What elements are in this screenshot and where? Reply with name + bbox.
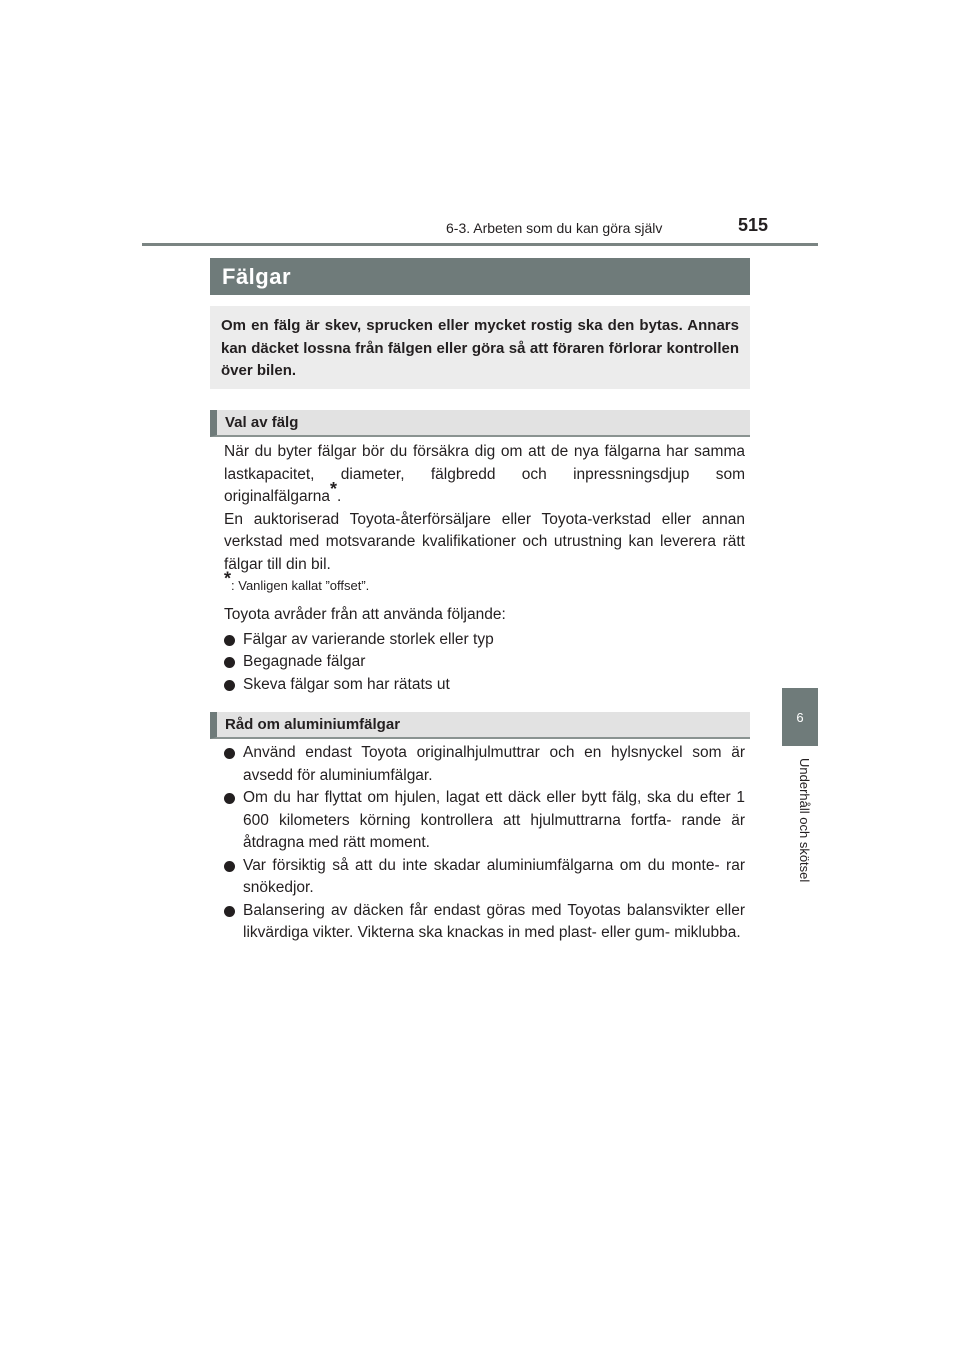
avoid-list <box>224 629 745 697</box>
list-item: Begagnade fälgar <box>224 651 745 674</box>
section-heading-wheel-choice: Val av fälg <box>210 410 750 437</box>
advice-block <box>224 604 745 696</box>
running-header-section: 6-3. Arbeten som du kan göra själv <box>446 220 663 236</box>
section-heading-aluminium-wheels: Råd om aluminiumfälgar <box>210 712 750 739</box>
footnote-reference: * <box>330 478 338 499</box>
list-item: Skeva fälgar som har rätats ut <box>224 674 745 697</box>
list-item: Om du har flyttat om hjulen, lagat ett däck eller bytt fälg, ska du efter 1 600 kilometers körning kontrollera att hjulmuttrarna fortfa- rande är åtdragna med rätt moment. <box>224 787 745 855</box>
footnote-text: : Vanligen kallat ”offset”. <box>231 578 370 593</box>
section1-body <box>224 441 745 576</box>
section1-para1: När du byter fälgar bör du försäkra dig om att de nya fälgarna har samma lastkapacitet, diameter, fälgbredd och inpressningsdjup som originalfälgarna*. <box>224 443 745 505</box>
header-divider <box>142 243 818 246</box>
footnote <box>224 568 745 595</box>
advice-intro: Toyota avråder från att använda följande: <box>224 606 506 623</box>
list-item: Balansering av däcken får endast göras med Toyotas balansvikter eller likvärdiga vikter. Vikterna ska knackas in med plast- eller gum- miklubba. <box>224 900 745 945</box>
intro-box: Om en fälg är skev, sprucken eller mycket rostig ska den bytas. Annars kan däcket lossna från fälgen eller göra så att föraren förlorar kontrollen över bilen. <box>210 306 750 389</box>
page-title-bar <box>210 258 750 295</box>
aluminium-list <box>224 742 745 945</box>
footnote-mark: * <box>224 568 232 589</box>
list-item: Använd endast Toyota originalhjulmuttrar och en hylsnyckel som är avsedd för aluminiumfälgar. <box>224 742 745 787</box>
chapter-title: Underhåll och skötsel <box>797 758 812 883</box>
list-item: Fälgar av varierande storlek eller typ <box>224 629 745 652</box>
chapter-tab <box>782 688 818 746</box>
list-item: Var försiktig så att du inte skadar aluminiumfälgarna om du monte- rar snökedjor. <box>224 855 745 900</box>
page-number: 515 <box>738 215 769 235</box>
page-title: Fälgar <box>222 263 292 289</box>
chapter-number: 6 <box>796 709 804 725</box>
section1-para2: En auktoriserad Toyota-återförsäljare eller Toyota-verkstad eller annan verkstad med motsvarande kvalifikationer och utrustning kan leverera rätt fälgar till din bil. <box>224 510 745 573</box>
aluminium-advice <box>224 742 745 945</box>
